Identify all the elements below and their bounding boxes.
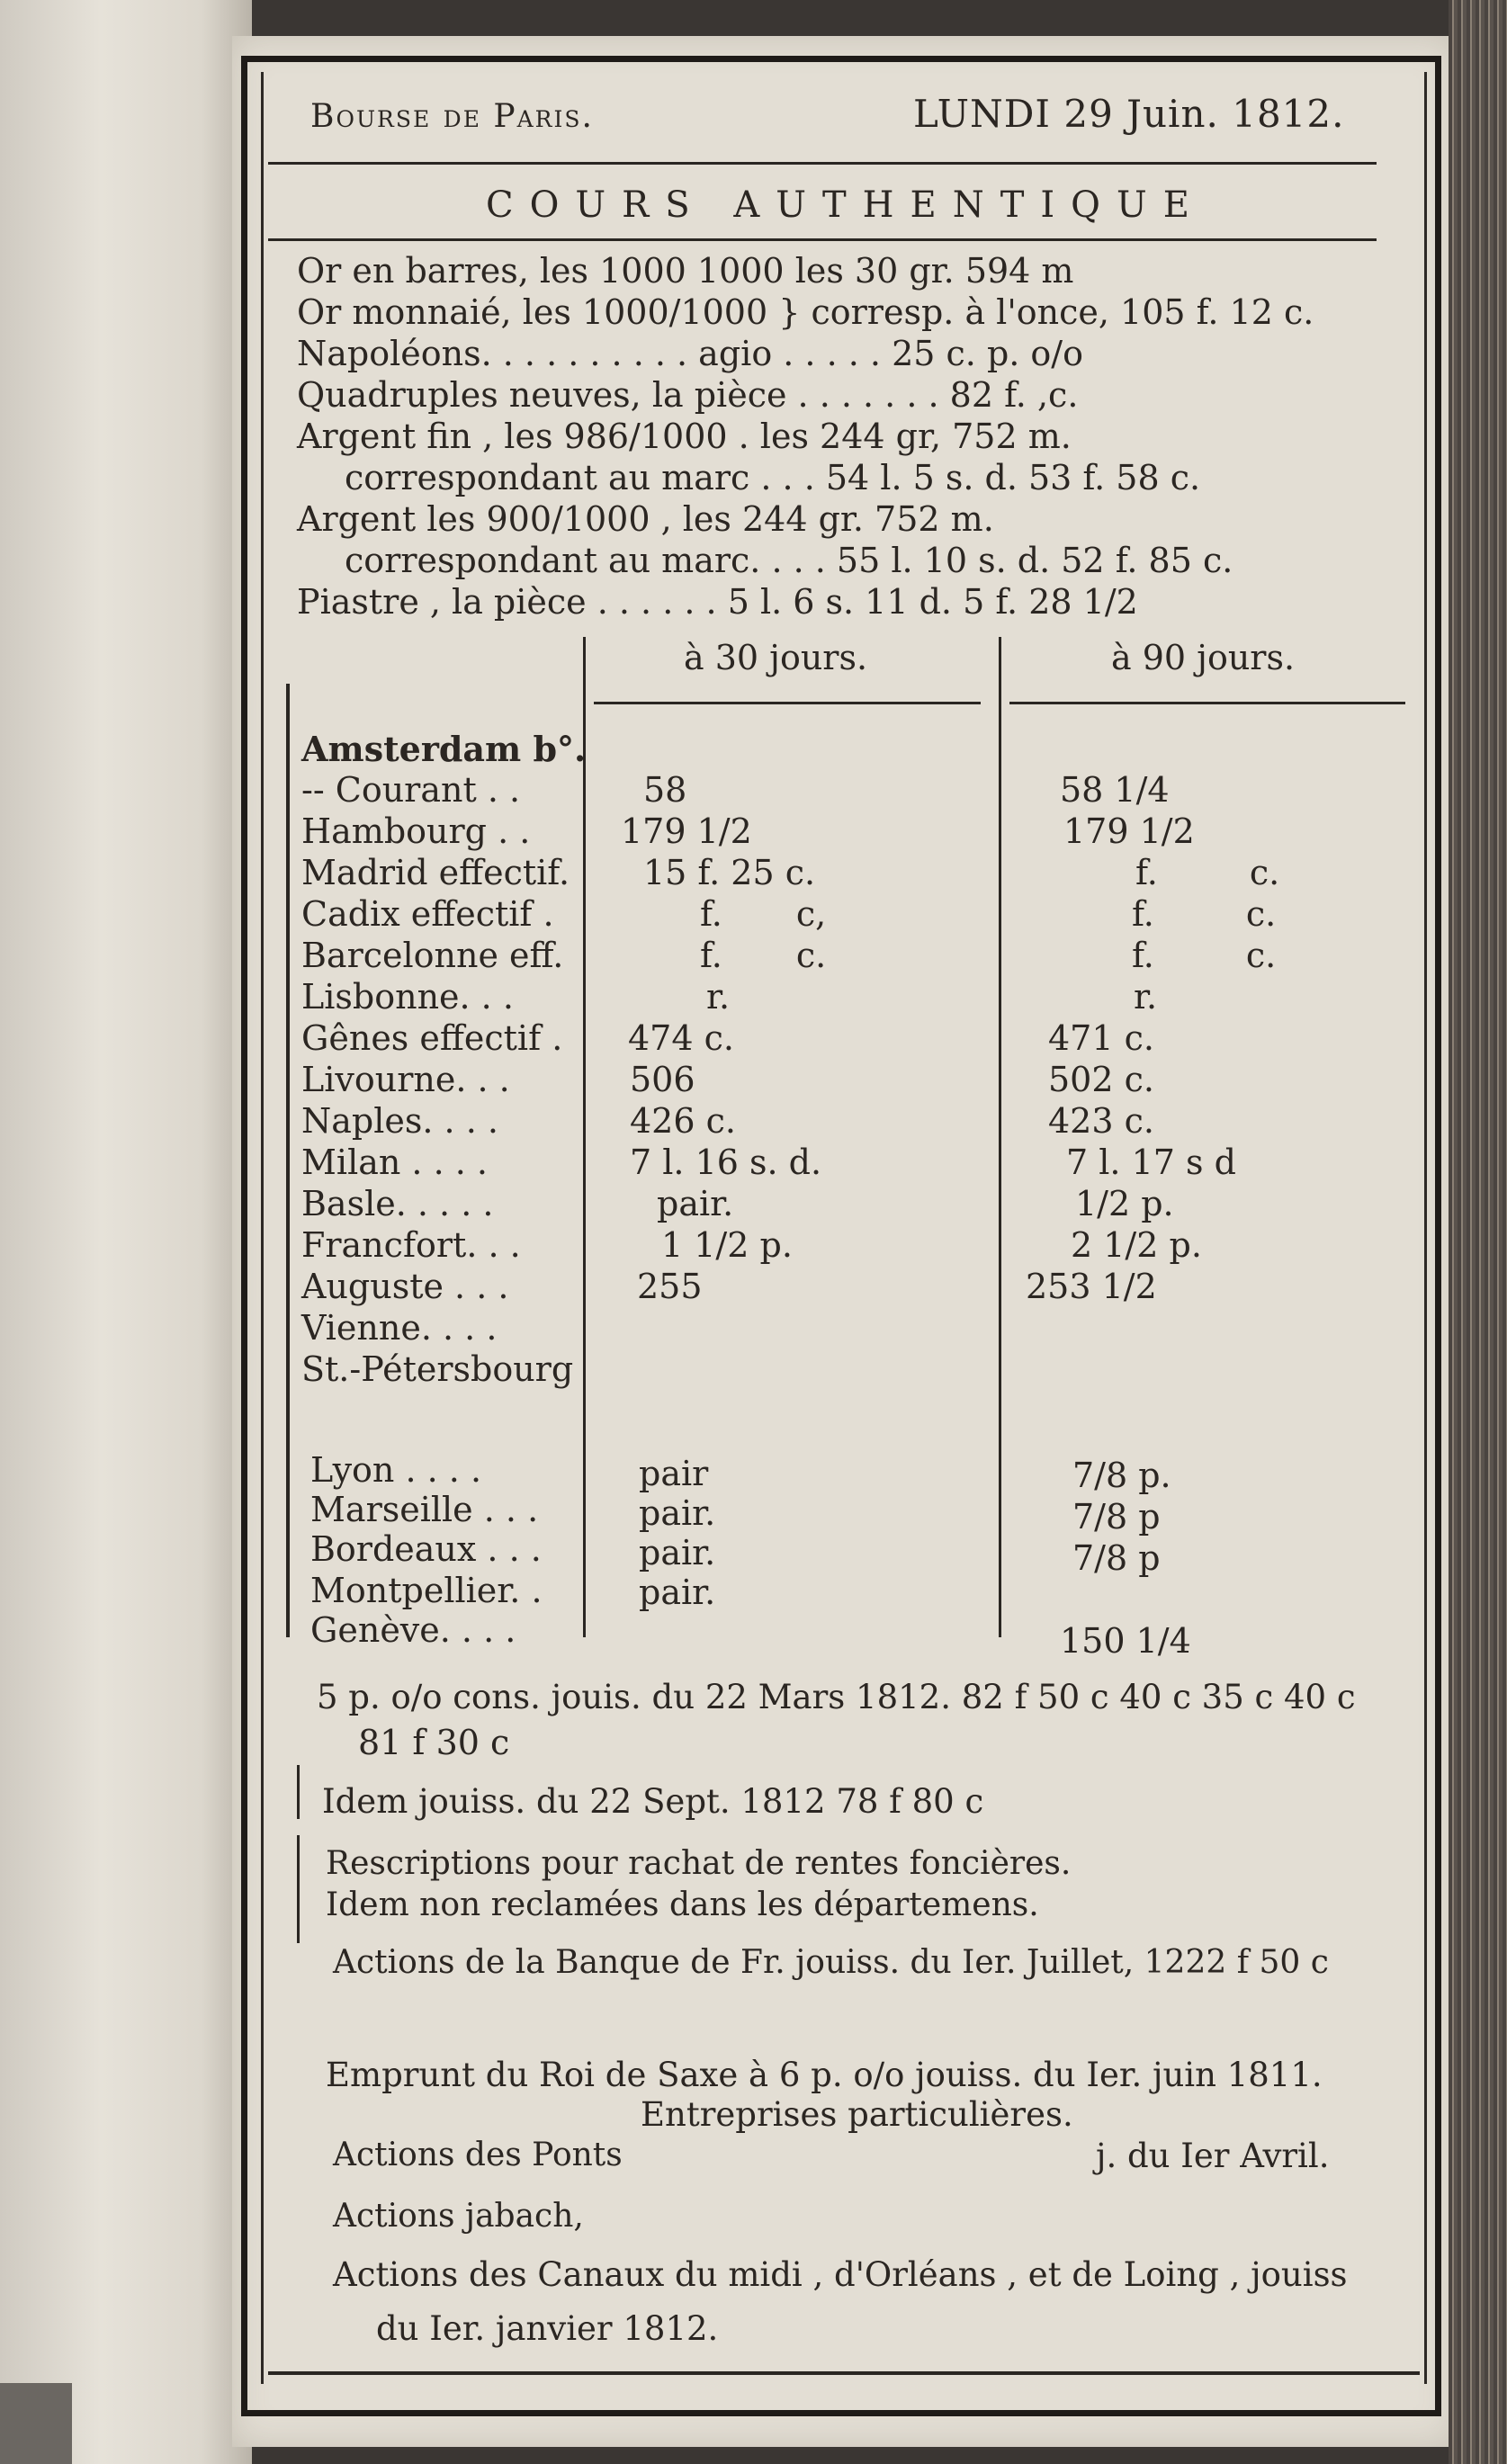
rescriptions-line-1: Rescriptions pour rachat de rentes foncières. [326,1845,1072,1882]
left-rule [286,684,290,1637]
metals-line: Or monnaié, les 1000/1000 } corresp. à l'once, 105 f. 12 c. [297,292,1314,332]
page-edges [1449,0,1507,2464]
table-row-place: Francfort. . . [301,1225,521,1265]
table-row-place: Lyon . . . . [310,1450,482,1490]
table-row-d30: pair. [639,1493,716,1533]
table-row-place: St.-Pétersbourg [301,1349,574,1389]
ponts-line: Actions des Ponts [333,2137,623,2173]
table-row-d30: 1 1/2 p. [661,1225,793,1265]
metals-line: Napoléons. . . . . . . . . . agio . . . . . 25 c. p. o/o [297,334,1083,373]
metals-line: Or en barres, les 1000 1000 les 30 gr. 594 m [297,251,1074,291]
left-page-gutter [0,0,252,2464]
table-row-place: Milan . . . . [301,1142,488,1182]
column-divider-2 [999,637,1001,1637]
emprunt-line: Emprunt du Roi de Saxe à 6 p. o/o jouiss. du Ier. juin 1811. [326,2056,1323,2094]
cons-line-1: 5 p. o/o cons. jouis. du 22 Mars 1812. 82 f 50 c 40 c 35 c 40 c [317,1678,1356,1716]
table-row-d30: f. c. [700,936,827,975]
table-row-d90: 7 l. 17 s d [1066,1142,1236,1182]
table-row-place: Lisbonne. . . [301,977,514,1017]
metals-line: correspondant au marc. . . . 55 l. 10 s. d. 52 f. 85 c. [345,541,1233,580]
spacer [297,1835,298,1836]
col-header-rule-2 [1009,702,1405,704]
table-row-d90: 7/8 p [1072,1497,1161,1537]
table-row-d30: 7 l. 16 s. d. [630,1142,822,1182]
table-row-d90: r. [1134,977,1158,1017]
page-title: COURS AUTHENTIQUE [486,184,1206,226]
table-row-d90: 502 c. [1048,1060,1154,1099]
table-row-d90: 150 1/4 [1060,1621,1191,1661]
table-row-d30: pair [639,1454,709,1493]
table-row-place: Livourne. . . [301,1060,510,1099]
metals-line: Quadruples neuves, la pièce . . . . . . . 82 f. ,c. [297,375,1079,415]
metals-line: Argent fin , les 986/1000 . les 244 gr, 752 m. [297,417,1072,456]
table-row-d90: 1/2 p. [1075,1184,1174,1223]
table-row-d90: 253 1/2 [1026,1267,1157,1306]
bottom-rule [268,2371,1420,2375]
col-header-30: à 30 jours. [684,638,868,677]
table-row-d30: 179 1/2 [621,811,752,851]
table-row-d30: f. c, [700,894,827,934]
table-row-place: Montpellier. . [310,1571,543,1610]
ponts-date: j. du Ier Avril. [1096,2137,1330,2175]
col-header-rule-1 [594,702,981,704]
table-row-d90: 58 1/4 [1060,770,1170,810]
header-right: LUNDI 29 Juin. 1812. [913,92,1345,136]
table-row-d30: 58 [643,770,687,810]
metals-line: correspondant au marc . . . 54 l. 5 s. d. 53 f. 58 c. [345,458,1201,497]
header-left: Bourse de Paris. [310,98,594,135]
table-row-d30: 426 c. [630,1101,736,1141]
table-row-place: Amsterdam b°. [301,729,587,769]
table-row-d30: pair. [657,1184,734,1223]
table-row-d90: 471 c. [1048,1018,1154,1058]
table-row-d30: r. [706,977,731,1017]
table-row-d30: 15 f. 25 c. [643,853,816,892]
table-row-place: Vienne. . . . [301,1308,498,1348]
metals-line: Piastre , la pièce . . . . . . 5 l. 6 s. 11 d. 5 f. 28 1/2 [297,582,1138,622]
canaux-line-2: du Ier. janvier 1812. [376,2309,719,2348]
table-row-place: Marseille . . . [310,1490,539,1529]
table-row-d30: 474 c. [628,1018,734,1058]
title-rule [268,238,1377,241]
table-row-d90: 7/8 p. [1072,1456,1171,1495]
table-row-d30: 506 [630,1060,695,1099]
canaux-line-1: Actions des Canaux du midi , d'Orléans , et de Loing , jouiss [333,2255,1348,2294]
metals-line: Argent les 900/1000 , les 244 gr. 752 m. [297,499,994,539]
rescriptions-rule [297,1835,300,1943]
table-row-d30: pair. [639,1533,716,1572]
table-row-place: -- Courant . . [301,770,521,810]
table-row-d90: 2 1/2 p. [1071,1225,1202,1265]
column-divider-1 [583,637,586,1637]
table-row-d90: 179 1/2 [1063,811,1195,851]
table-row-d90: 7/8 p [1072,1538,1161,1578]
jabach-line: Actions jabach, [333,2198,584,2235]
entreprises-heading: Entreprises particulières. [641,2095,1073,2134]
table-row-place: Madrid effectif. [301,853,570,892]
table-row-d30: 255 [637,1267,703,1306]
table-row-d90: f. c. [1132,936,1277,975]
banque-line: Actions de la Banque de Fr. jouiss. du Ier. Juillet, 1222 f 50 c [333,1944,1329,1981]
table-row-d90: 423 c. [1048,1101,1154,1141]
table-row-place: Basle. . . . . [301,1184,494,1223]
binding-strip [0,2383,72,2464]
idem-line: Idem jouiss. du 22 Sept. 1812 78 f 80 c [322,1782,984,1821]
table-row-d90: f. c. [1132,894,1277,934]
rescriptions-line-2: Idem non reclamées dans les départemens. [326,1886,1039,1923]
cons-rule [297,1765,300,1819]
table-row-place: Barcelonne eff. [301,936,564,975]
table-row-place: Naples. . . . [301,1101,498,1141]
table-row-place: Hambourg . . [301,811,531,851]
table-row-place: Genève. . . . [310,1610,516,1650]
table-row-place: Bordeaux . . . [310,1529,542,1569]
table-row-place: Cadix effectif . [301,894,554,934]
table-row-place: Gênes effectif . [301,1018,563,1058]
cons-line-2: 81 f 30 c [358,1723,510,1762]
table-row-place: Auguste . . . [301,1267,509,1306]
table-row-d30: pair. [639,1572,716,1612]
col-header-90: à 90 jours. [1111,638,1296,677]
header-rule [268,162,1377,165]
table-row-d90: f. c. [1135,853,1280,892]
